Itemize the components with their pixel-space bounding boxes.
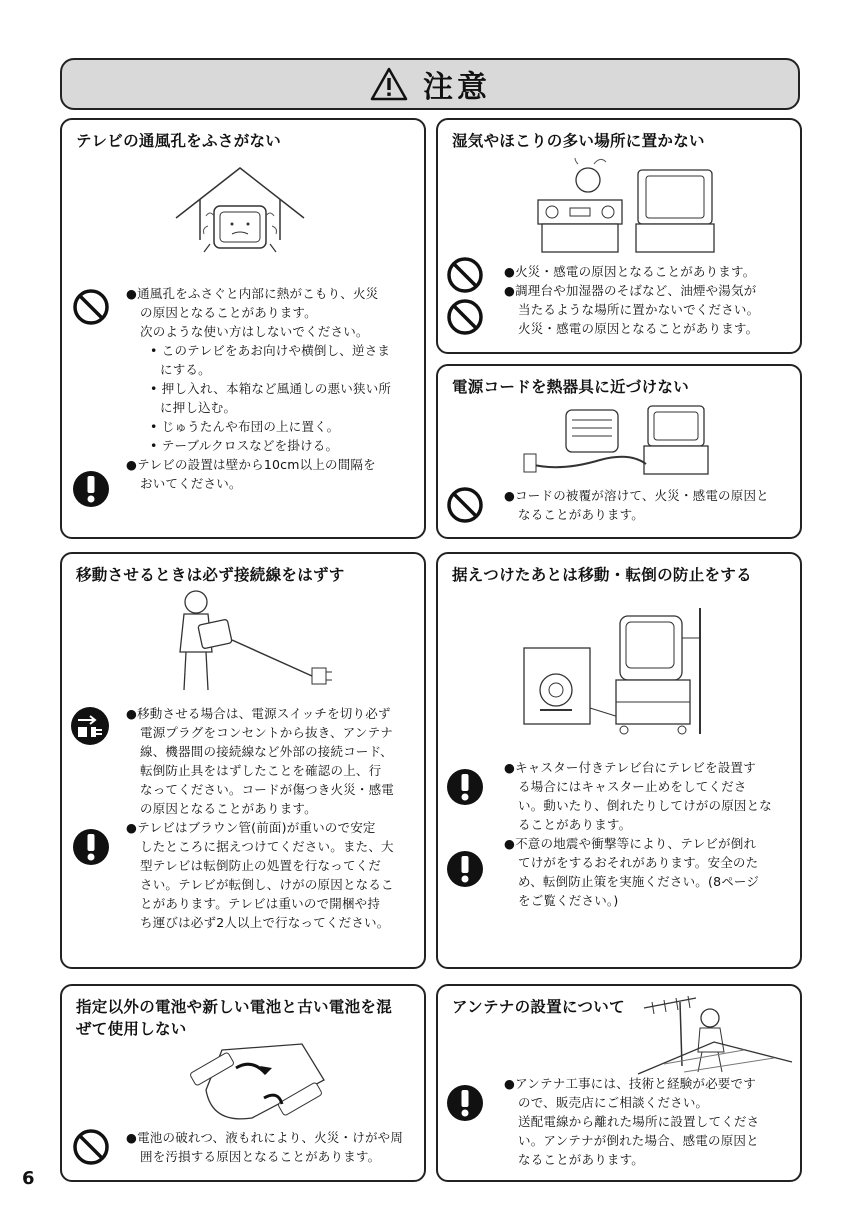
cord-caution-title: 電源コードを熱器具に近づけない	[452, 378, 690, 396]
prohibited-icon	[446, 256, 484, 294]
text-line: ●調理台や加湿器のそばなど、油煙や湯気が	[504, 283, 757, 298]
text-line: の原因となることがあります。	[140, 305, 317, 320]
text-line: なってください。コードが傷つき火災・感電	[140, 782, 395, 797]
text-line: ●テレビの設置は壁から10cm以上の間隔を	[126, 457, 376, 472]
title-line: 指定以外の電池や新しい電池と古い電池を混	[76, 998, 393, 1016]
tv-vent-illustration	[170, 162, 310, 262]
text-line: ●テレビはブラウン管(前面)が重いので安定	[126, 820, 376, 835]
text-line: ので、販売店にご相談ください。	[518, 1095, 709, 1110]
text-line: したところに据えつけてください。また、大	[140, 839, 394, 854]
text-line: ●コードの被覆が溶けて、火災・感電の原因と	[504, 488, 769, 503]
caster-stand-illustration	[522, 608, 712, 738]
mandatory-action-icon	[72, 828, 110, 866]
text-line: おいてください。	[140, 476, 242, 491]
text-line: ●通風孔をふさぐと内部に熱がこもり、火災	[126, 286, 379, 301]
text-line: ●不意の地震や衝撃等により、テレビが倒れ	[504, 836, 757, 851]
text-line: ることがあります。	[518, 817, 632, 832]
text-line: • 押し入れ、本箱など風通しの悪い狭い所	[150, 381, 392, 396]
vent-caution-text	[126, 284, 424, 493]
prohibited-icon	[72, 288, 110, 326]
text-line: 型テレビは転倒防止の処置を行なってくだ	[140, 858, 382, 873]
warning-triangle-icon	[369, 66, 409, 102]
text-line: ●火災・感電の原因となることがあります。	[504, 264, 756, 279]
move-caution-text	[126, 704, 424, 932]
text-line: 当たるような場所に置かないでください。	[518, 302, 760, 317]
fall-prevention-title: 据えつけたあとは移動・転倒の防止をする	[452, 566, 752, 584]
text-line: ●アンテナ工事には、技術と経験が必要です	[504, 1076, 756, 1091]
text-line: ●電池の破れつ、液もれにより、火災・けがや周	[126, 1130, 404, 1145]
antenna-caution-text	[504, 1074, 800, 1169]
text-line: なることがあります。	[518, 1152, 645, 1167]
text-line: • テーブルクロスなどを掛ける。	[150, 438, 339, 453]
antenna-caution-box	[436, 984, 802, 1182]
text-line: ●キャスター付きテレビ台にテレビを設置す	[504, 760, 756, 775]
text-line: る場合にはキャスター止めをしてくださ	[518, 779, 747, 794]
unplug-icon	[70, 706, 110, 746]
text-line: 囲を汚損する原因となることがあります。	[140, 1149, 381, 1164]
text-line: め、転倒防止策を実施ください。(8ページ	[518, 874, 760, 889]
text-line: なることがあります。	[518, 507, 645, 522]
vent-caution-box	[60, 118, 426, 539]
text-line: 転倒防止具をはずしたことを確認の上、行	[140, 763, 382, 778]
move-caution-box	[60, 552, 426, 969]
text-line: 火災・感電の原因となることがあります。	[518, 321, 759, 336]
prohibited-icon	[446, 486, 484, 524]
battery-caution-text	[126, 1128, 424, 1166]
title-line: ぜて使用しない	[76, 1020, 187, 1038]
moving-tv-illustration	[162, 588, 362, 698]
text-line: • このテレビをあお向けや横倒し、逆さま	[150, 343, 391, 358]
humidity-caution-text	[504, 262, 800, 338]
mandatory-action-icon	[446, 1084, 484, 1122]
cord-caution-box	[436, 364, 802, 539]
prohibited-icon	[72, 1128, 110, 1166]
mandatory-action-icon	[446, 768, 484, 806]
text-line: ●移動させる場合は、電源スイッチを切り必ず	[126, 706, 391, 721]
text-line: い。アンテナが倒れた場合、感電の原因と	[518, 1133, 759, 1148]
caution-header	[60, 58, 800, 110]
battery-caution-title	[76, 996, 412, 1040]
prohibited-icon	[446, 298, 484, 336]
text-line: てけがをするおそれがあります。安全のた	[518, 855, 759, 870]
humidity-caution-box	[436, 118, 802, 354]
heater-cord-illustration	[520, 402, 740, 480]
humidifier-tv-illustration	[528, 158, 728, 254]
text-line: い。動いたり、倒れたりしてけがの原因とな	[518, 798, 773, 813]
page-number: 6	[22, 1168, 35, 1189]
text-line: にする。	[160, 362, 211, 377]
mandatory-action-icon	[446, 850, 484, 888]
battery-remote-illustration	[182, 1040, 332, 1126]
antenna-install-illustration	[624, 992, 794, 1078]
text-line: をご覧ください。)	[518, 893, 619, 908]
text-line: さい。テレビが転倒し、けがの原因となるこ	[140, 877, 394, 892]
text-line: の原因となることがあります。	[140, 801, 317, 816]
text-line: とがあります。テレビは重いので開梱や持	[140, 896, 381, 911]
move-caution-title: 移動させるときは必ず接続線をはずす	[76, 566, 345, 584]
text-line: • じゅうたんや布団の上に置く。	[150, 419, 340, 434]
text-line: に押し込む。	[160, 400, 237, 415]
fall-prevention-text	[504, 758, 800, 910]
battery-caution-box	[60, 984, 426, 1182]
header-title: 注意	[423, 70, 491, 105]
text-line: 電源プラグをコンセントから抜き、アンテナ	[140, 725, 394, 740]
text-line: ち運びは必ず2人以上で行なってください。	[140, 915, 390, 930]
mandatory-action-icon	[72, 470, 110, 508]
vent-caution-title: テレビの通風孔をふさがない	[76, 132, 282, 150]
text-line: 次のような使い方はしないでください。	[140, 324, 369, 339]
antenna-caution-title: アンテナの設置について	[452, 998, 625, 1016]
cord-caution-text	[504, 486, 800, 524]
humidity-caution-title: 湿気やほこりの多い場所に置かない	[452, 132, 705, 150]
text-line: 線、機器間の接続線など外部の接続コード、	[140, 744, 393, 759]
fall-prevention-box	[436, 552, 802, 969]
text-line: 送配電線から離れた場所に設置してくださ	[518, 1114, 760, 1129]
